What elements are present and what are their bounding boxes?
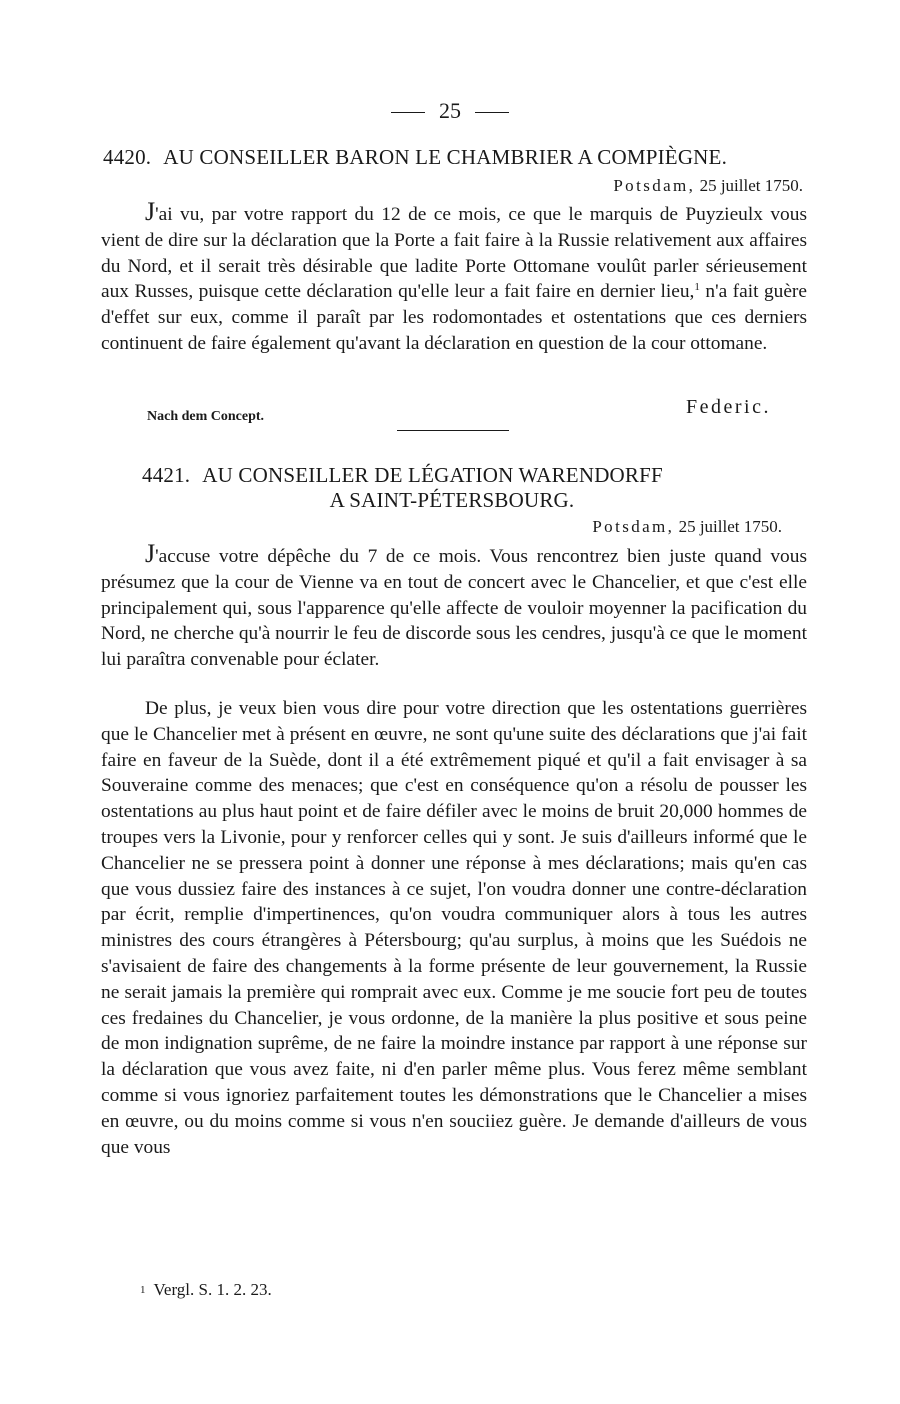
letter-1-heading	[103, 145, 813, 170]
letter-2-title-1: AU CONSEILLER DE LÉGATION WARENDORFF	[202, 463, 663, 487]
letter-2-paragraph-1	[101, 541, 807, 673]
letter-1-initial: J	[145, 197, 156, 226]
letter-2-paragraph-2-text: De plus, je veux bien vous dire pour votre direction que les ostentations guerrières que le Chancelier met à présent en œuvre, ne sont qu'une suite des déclarations que j'ai fait faire en faveur de la Suède, dont il a été extrêmement piqué et qu'il a fait envisager à sa Souveraine comme des menaces; que c'est en conséquence qu'on a résolu de pousser les ostentations au plus haut point et de faire défiler avec le moins de bruit 20,000 hommes de troupes vers la Livonie, pour y renforcer celles qui y sont. Je suis d'ailleurs informé que le Chancelier ne se pressera point à donner une réponse à mes déclarations; mais qu'en cas que vous dussiez faire des instances à ce sujet, l'on voudra donner une contre-déclaration par écrit, remplie d'impertinences, qu'on voudra communiquer alors à tous les autres ministres des cours étrangères à Pétersbourg; qu'au surplus, à moins que les Suédois ne s'avisaient de faire des changements à la forme présente de leur gouvernement, la Russie ne serait jamais la première qui romprait avec eux. Comme je me soucie fort peu de toutes ces fredaines du Chancelier, je vous ordonne, de la manière la plus positive et sous peine de mon indignation suprême, de ne faire la moindre instance par rapport à une réponse sur la déclaration que vous avez faite, ni d'en parler même plus. Vous ferez même semblant comme si vous ignoriez parfaitement toutes les démonstrations que le Chancelier a mises en œuvre, ou du moins comme si vous n'en souciiez guère. Je demande d'ailleurs de vous que vous	[101, 698, 807, 1158]
letter-2-date: 25 juillet 1750.	[678, 517, 782, 536]
letter-1-dateline	[613, 175, 803, 197]
letter-2-title-line-2: A SAINT-PÉTERSBOURG.	[329, 488, 575, 512]
letter-2-paragraph-2	[101, 696, 807, 1160]
page-number	[0, 96, 900, 126]
section-divider	[397, 430, 509, 431]
letter-2-number: 4421.	[142, 463, 191, 487]
footnote	[140, 1279, 272, 1301]
letter-1-source-note: Nach dem Concept.	[147, 409, 265, 424]
page-number-dash-left	[391, 112, 425, 113]
letter-1-date: 25 juillet 1750.	[699, 176, 803, 195]
letter-1-signature: Federic.	[686, 396, 771, 418]
letter-2-place: Potsdam,	[592, 517, 675, 536]
letter-1-place: Potsdam,	[613, 176, 696, 195]
footnote-text: Vergl. S. 1. 2. 23.	[153, 1280, 272, 1299]
letter-1-body-text-a: 'ai vu, par votre rapport du 12 de ce mois, ce que le marquis de Puyzieulx vous vient de dire sur la déclaration que la Porte a fait faire à la Russie relativement aux affaires du Nord, et il serait très désirable que ladite Porte Ottomane voulût parler sérieusement aux Russes, puisque cette déclaration qu'elle leur a fait faire en dernier lieu,	[101, 204, 807, 303]
letter-1-body	[101, 199, 807, 357]
letter-1-body-text-b: n'a fait guère d'effet sur eux, comme il paraît par les rodomontades et ostentations que ces derniers continuent de faire également qu'avant la déclaration en question de la cour ottomane.	[101, 281, 808, 354]
page-number-value: 25	[439, 98, 461, 123]
page-number-dash-right	[475, 112, 509, 113]
letter-2-dateline	[592, 516, 782, 538]
letter-2-title-line-1	[142, 463, 663, 487]
letter-1-title: AU CONSEILLER BARON LE CHAMBRIER A COMPIÈGNE.	[163, 145, 728, 169]
letter-1-number: 4420.	[103, 145, 152, 169]
letter-2-heading	[142, 463, 762, 513]
footnote-marker: 1	[140, 1284, 146, 1296]
letter-2-initial: J	[145, 539, 156, 568]
letter-2-paragraph-1-text: 'accuse votre dépêche du 7 de ce mois. Vous rencontrez bien juste quand vous présumez que la cour de Vienne va en tout de concert avec le Chancelier, et que c'est elle principalement qui, sous l'apparence qu'elle affecte de vouloir moyenner la pacification du Nord, ne cherche qu'à nourrir le feu de discorde sous les cendres, jusqu'à ce que le moment lui paraîtra convenable pour éclater.	[101, 546, 807, 671]
letter-1-footnote-ref: 1	[694, 281, 700, 294]
